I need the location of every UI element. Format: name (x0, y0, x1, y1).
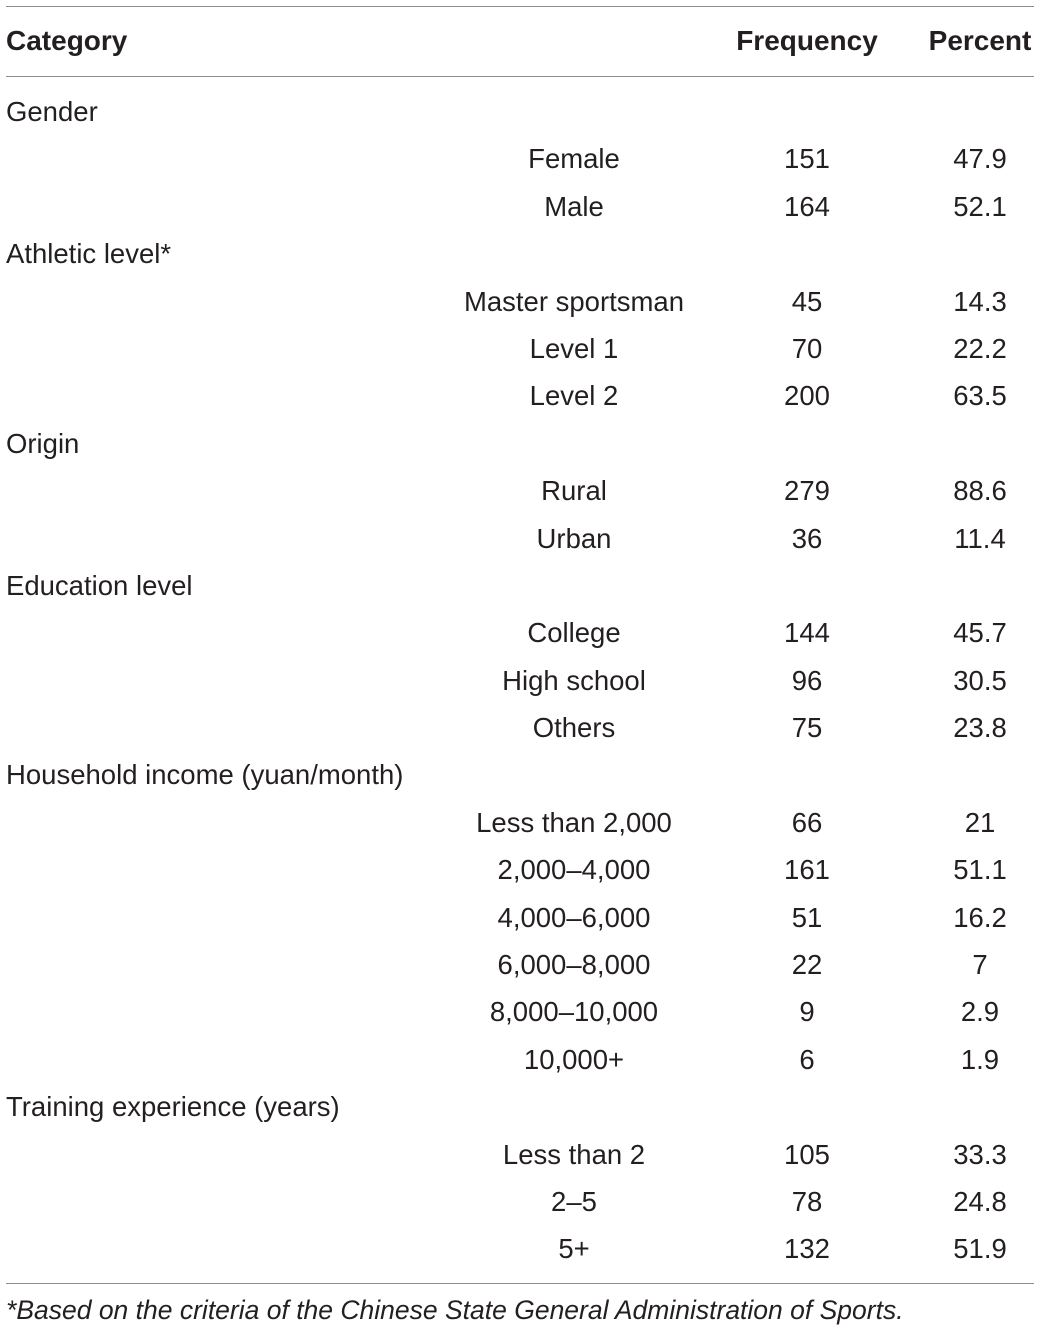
row-label: 4,000–6,000 (497, 901, 651, 933)
table-row (0, 183, 1040, 230)
row-frequency: 51 (791, 901, 823, 933)
group-row-origin (0, 420, 1040, 467)
row-label: 5+ (558, 1233, 590, 1265)
group-label: Origin (6, 427, 80, 459)
row-label: Level 2 (529, 380, 619, 412)
row-frequency: 78 (791, 1185, 823, 1217)
group-row-training-experience (0, 1083, 1040, 1130)
row-label: Male (544, 190, 604, 222)
row-percent: 2.9 (960, 996, 1000, 1028)
row-frequency: 96 (791, 664, 823, 696)
table-bottom-rule (6, 1283, 1034, 1284)
row-frequency: 22 (791, 949, 823, 981)
group-label: Training experience (years) (6, 1091, 340, 1123)
table-header-rule (6, 76, 1034, 77)
row-label: Less than 2,000 (476, 806, 672, 838)
table-row (0, 515, 1040, 562)
group-row-athletic-level (0, 230, 1040, 277)
row-frequency: 144 (784, 617, 830, 649)
table-row (0, 467, 1040, 514)
header-category: Category (6, 25, 128, 56)
row-frequency: 66 (791, 806, 823, 838)
table-body (0, 88, 1040, 1273)
row-frequency: 161 (784, 854, 830, 886)
row-label: 2,000–4,000 (497, 854, 651, 886)
group-row-education-level (0, 562, 1040, 609)
row-percent: 30.5 (953, 664, 1007, 696)
table-row (0, 135, 1040, 182)
row-frequency: 151 (784, 143, 830, 175)
table-row (0, 704, 1040, 751)
row-percent: 47.9 (953, 143, 1007, 175)
row-label: Urban (536, 522, 612, 554)
row-percent: 52.1 (953, 190, 1007, 222)
row-label: 2–5 (551, 1185, 597, 1217)
group-label: Household income (yuan/month) (6, 759, 404, 791)
table-row (0, 1178, 1040, 1225)
table-row (0, 1131, 1040, 1178)
row-frequency: 9 (799, 996, 815, 1028)
table-header (0, 6, 1040, 76)
row-label: 6,000–8,000 (497, 949, 651, 981)
row-percent: 7 (972, 949, 988, 981)
row-percent: 45.7 (953, 617, 1007, 649)
table-row (0, 894, 1040, 941)
row-label: Less than 2 (502, 1138, 646, 1170)
row-frequency: 105 (784, 1138, 830, 1170)
row-label: Female (528, 143, 620, 175)
row-percent: 11.4 (954, 522, 1006, 554)
row-percent: 1.9 (960, 1043, 1000, 1075)
row-percent: 21 (964, 806, 996, 838)
row-frequency: 70 (791, 332, 823, 364)
row-frequency: 164 (784, 190, 830, 222)
group-label: Education level (6, 569, 193, 601)
group-label: Athletic level* (6, 238, 172, 270)
table-row (0, 1225, 1040, 1272)
row-percent: 16.2 (953, 901, 1007, 933)
group-row-gender (0, 88, 1040, 135)
row-percent: 51.1 (953, 854, 1007, 886)
row-label: High school (502, 664, 646, 696)
row-label: College (527, 617, 621, 649)
row-frequency: 36 (791, 522, 823, 554)
row-percent: 14.3 (953, 285, 1007, 317)
row-label: Level 1 (529, 332, 619, 364)
row-label: Master sportsman (463, 285, 685, 317)
row-frequency: 132 (784, 1233, 830, 1265)
table-row (0, 988, 1040, 1035)
table-row (0, 846, 1040, 893)
table-row (0, 325, 1040, 372)
header-frequency: Frequency (736, 25, 878, 56)
group-row-household-income (0, 751, 1040, 798)
table-row (0, 278, 1040, 325)
row-frequency: 6 (799, 1043, 815, 1075)
table-row (0, 657, 1040, 704)
row-percent: 88.6 (953, 475, 1007, 507)
row-percent: 24.8 (953, 1185, 1007, 1217)
row-percent: 33.3 (953, 1138, 1007, 1170)
row-label: Others (532, 712, 616, 744)
row-frequency: 279 (784, 475, 830, 507)
table-row (0, 799, 1040, 846)
table-row (0, 372, 1040, 419)
row-label: 8,000–10,000 (489, 996, 659, 1028)
group-label: Gender (6, 96, 98, 127)
header-percent: Percent (928, 25, 1032, 56)
table-row (0, 609, 1040, 656)
row-label: 10,000+ (523, 1043, 625, 1075)
row-label: Rural (541, 475, 607, 507)
row-frequency: 200 (784, 380, 830, 412)
row-frequency: 45 (791, 285, 823, 317)
table-row (0, 941, 1040, 988)
row-percent: 51.9 (953, 1233, 1007, 1265)
row-percent: 63.5 (953, 380, 1007, 412)
table-row (0, 1036, 1040, 1083)
table-footnote: *Based on the criteria of the Chinese State General Administration of Sports. (6, 1295, 904, 1325)
row-frequency: 75 (791, 712, 823, 744)
row-percent: 23.8 (953, 712, 1007, 744)
row-percent: 22.2 (953, 332, 1007, 364)
